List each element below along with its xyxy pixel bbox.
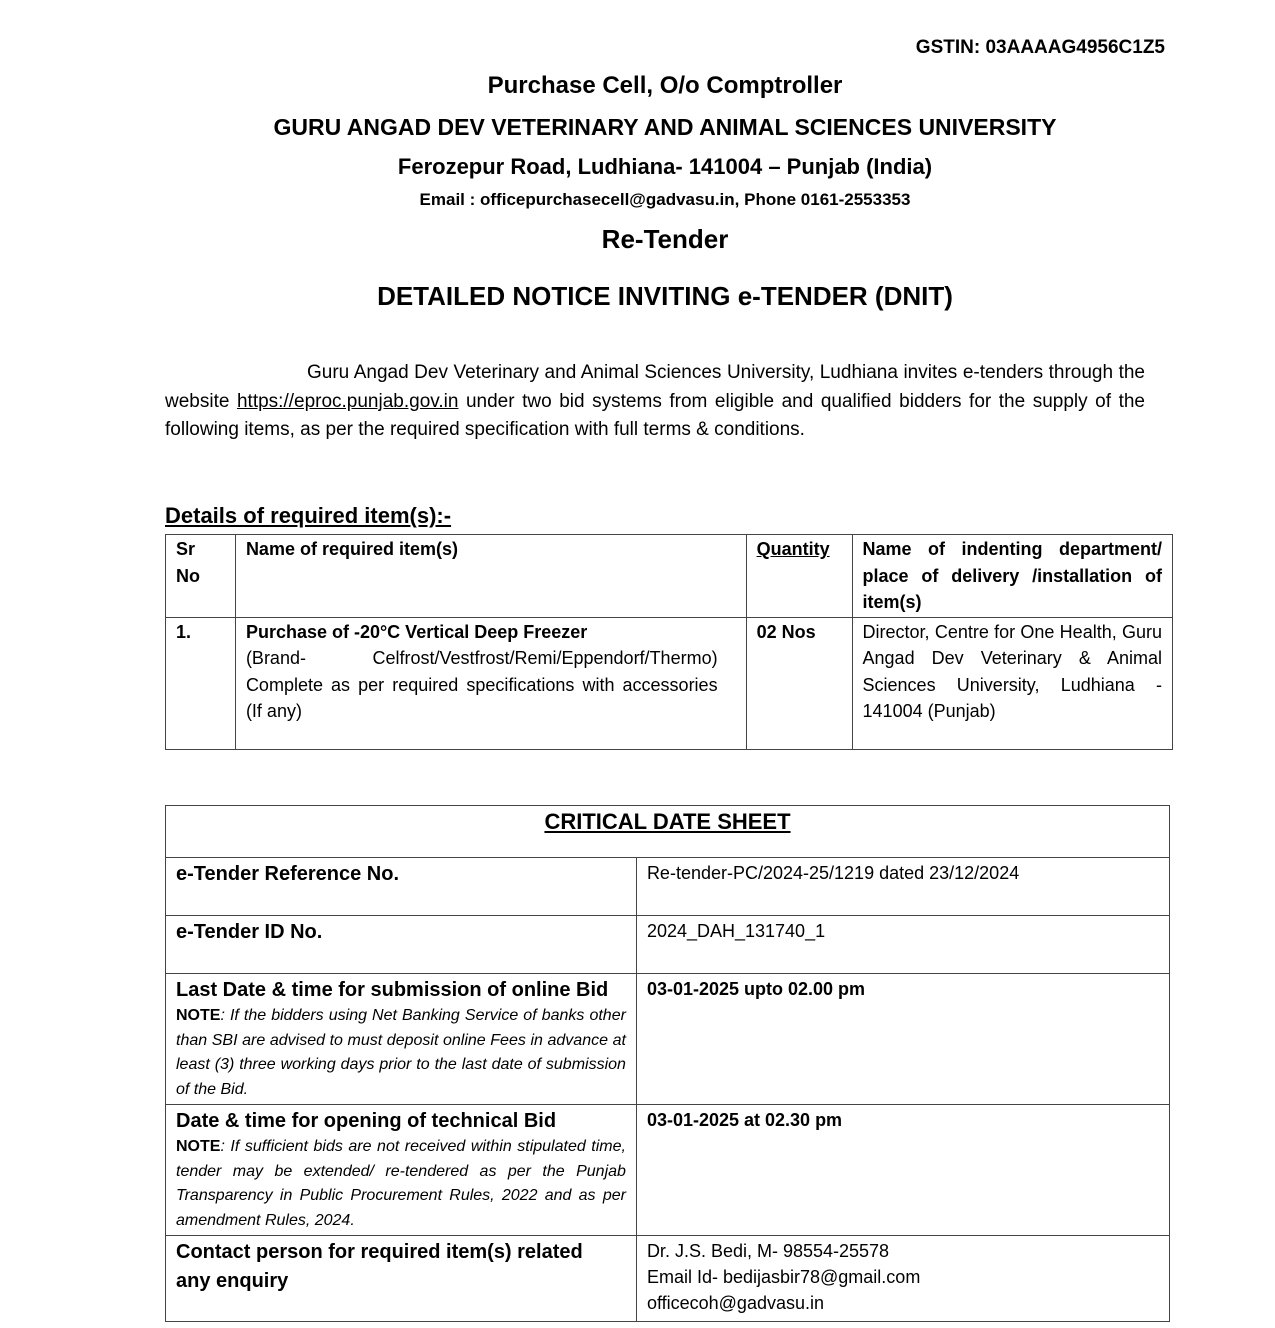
column-header-sr: Sr No bbox=[166, 535, 236, 618]
items-table bbox=[165, 534, 1173, 750]
column-header-quantity: Quantity bbox=[746, 535, 852, 618]
details-heading: Details of required item(s):- bbox=[165, 503, 452, 528]
eproc-link[interactable]: https://eproc.punjab.gov.in bbox=[236, 390, 459, 412]
row-item bbox=[235, 617, 746, 749]
opening-value: 03-01-2025 at 02.30 pm bbox=[636, 1105, 1169, 1236]
ref-label: e-Tender Reference No. bbox=[166, 858, 637, 916]
ref-value: Re-tender-PC/2024-25/1219 dated 23/12/2024 bbox=[636, 858, 1169, 916]
id-value: 2024_DAH_131740_1 bbox=[636, 916, 1169, 974]
intro-text-after: under two bid systems from eligible and qualified bidders for the supply of the following items, as per the required specification with full terms & conditions. bbox=[165, 390, 1145, 441]
submission-value: 03-01-2025 upto 02.00 pm bbox=[636, 974, 1169, 1105]
contact-value bbox=[636, 1236, 1169, 1322]
critical-date-sheet bbox=[165, 805, 1170, 1322]
column-header-name: Name of required item(s) bbox=[235, 535, 746, 618]
university-name: GURU ANGAD DEV VETERINARY AND ANIMAL SCIENCES UNIVERSITY bbox=[273, 114, 1057, 140]
opening-cell bbox=[166, 1105, 637, 1236]
office-name: Purchase Cell, O/o Comptroller bbox=[487, 72, 843, 99]
table-row bbox=[166, 1236, 1170, 1322]
contact-email: Email Id- bedijasbir78@gmail.com bbox=[646, 1267, 921, 1287]
contact-email-2: officecoh@gadvasu.in bbox=[646, 1293, 824, 1313]
opening-note: NOTE: If sufficient bids are not received within stipulated time, tender may be extended/ re-tendered as per the Punjab Transparency in Public Procurement Rules, 2022 and as per amendment Rules, 2024. bbox=[176, 1138, 626, 1229]
table-header-row bbox=[166, 535, 1173, 618]
table-row bbox=[166, 974, 1170, 1105]
intro-paragraph bbox=[165, 359, 1145, 445]
item-description: (Brand- Celfrost/Vestfrost/Remi/Eppendorf/Thermo) Complete as per required specifications with accessories (If any) bbox=[245, 648, 718, 721]
opening-label: Date & time for opening of technical Bid bbox=[176, 1110, 557, 1132]
row-department: Director, Centre for One Health, Guru Angad Dev Veterinary & Animal Sciences University, Ludhiana - 141004 (Punjab) bbox=[852, 617, 1172, 749]
submission-label: Last Date & time for submission of online Bid bbox=[176, 979, 609, 1001]
table-row bbox=[166, 1105, 1170, 1236]
university-address: Ferozepur Road, Ludhiana- 141004 – Punjab (India) bbox=[397, 154, 933, 179]
submission-cell bbox=[166, 974, 637, 1105]
cds-title-row bbox=[166, 806, 1170, 858]
table-row bbox=[166, 858, 1170, 916]
contact-label: Contact person for required item(s) related any enquiry bbox=[166, 1236, 637, 1322]
notice-title: DETAILED NOTICE INVITING e-TENDER (DNIT) bbox=[377, 281, 953, 311]
row-sr: 1. bbox=[166, 617, 236, 749]
retender-label: Re-Tender bbox=[601, 224, 729, 254]
contact-line: Email : officepurchasecell@gadvasu.in, Phone 0161-2553353 bbox=[419, 190, 911, 209]
column-header-department: Name of indenting department/ place of delivery /installation of item(s) bbox=[852, 535, 1172, 618]
intro-text-before: Guru Angad Dev Veterinary and Animal Sciences University, Ludhiana invites e-tenders through the website bbox=[165, 362, 1145, 412]
cds-title: CRITICAL DATE SHEET bbox=[166, 806, 1170, 858]
gstin-number: GSTIN: 03AAAAG4956C1Z5 bbox=[915, 37, 1165, 58]
id-label: e-Tender ID No. bbox=[166, 916, 637, 974]
table-row bbox=[166, 916, 1170, 974]
item-title: Purchase of -20°C Vertical Deep Freezer bbox=[245, 621, 588, 642]
contact-name: Dr. J.S. Bedi, M- 98554-25578 bbox=[646, 1241, 890, 1261]
row-quantity: 02 Nos bbox=[746, 617, 852, 749]
submission-note: NOTE: If the bidders using Net Banking Service of banks other than SBI are advised to must deposit online Fees in advance at least (3) three working days prior to the last date of submission of the Bid. bbox=[176, 1007, 626, 1098]
table-row bbox=[166, 617, 1173, 749]
